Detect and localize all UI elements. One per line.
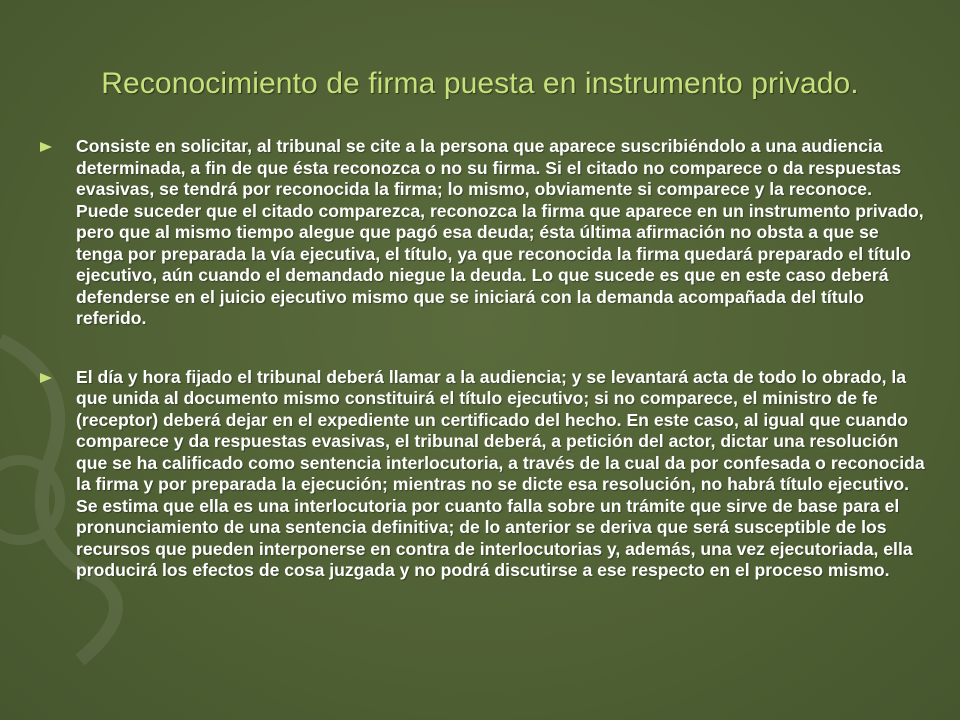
bullet-text: Consiste en solicitar, al tribunal se cite a la persona que aparece suscribiéndolo a una audiencia determinada, a fin de que ésta reconozca o no su firma. Si el citado no comparece o da respuestas evasivas, se tendrá por reconocida la firma; lo mismo, obviamente si comparece y la reconoce. Puede suceder que el citado comparezca, reconozca la firma que aparece en un instrumento privado, pero que al mismo tiempo alegue que pagó esa deuda; ésta última afirmación no obsta a que se tenga por preparada la vía ejecutiva, el título, ya que reconocida la firma quedará preparado el título ejecutivo, aún cuando el demandado niegue la deuda. Lo que sucede es que en este caso deberá defenderse en el juicio ejecutivo mismo que se iniciará con la demanda acompañada del título referido.: [76, 136, 924, 328]
bullet-item: [38, 136, 926, 330]
bullet-text: El día y hora fijado el tribunal deberá llamar a la audiencia; y se levantará acta de todo lo obrado, la que unida al documento mismo constituirá el título ejecutivo; si no comparece, el ministro de fe (receptor) deberá dejar en el expediente un certificado del hecho. En este caso, al igual que cuando comparece y da respuestas evasivas, el tribunal deberá, a petición del actor, dictar una resolución que se ha calificado como sentencia interlocutoria, a través de la cual da por confesada o reconocida la firma y por preparada la ejecución; mientras no se dicte esa resolución, no habrá título ejecutivo. Se estima que ella es una interlocutoria por cuanto falla sobre un trámite que sirve de base para el pronunciamiento de una sentencia definitiva; de lo anterior se deriva que será susceptible de los recursos que pueden interponerse en contra de interlocutorias y, además, una vez ejecutoriada, ella producirá los efectos de cosa juzgada y no podrá discutirse a ese respecto en el proceso mismo.: [76, 366, 925, 580]
triangle-bullet-icon: [40, 373, 52, 383]
bullet-item: [38, 367, 926, 582]
slide-title: Reconocimiento de firma puesta en instrumento privado.: [101, 67, 859, 100]
bullet-list: [38, 136, 926, 582]
triangle-bullet-icon: [40, 142, 52, 152]
